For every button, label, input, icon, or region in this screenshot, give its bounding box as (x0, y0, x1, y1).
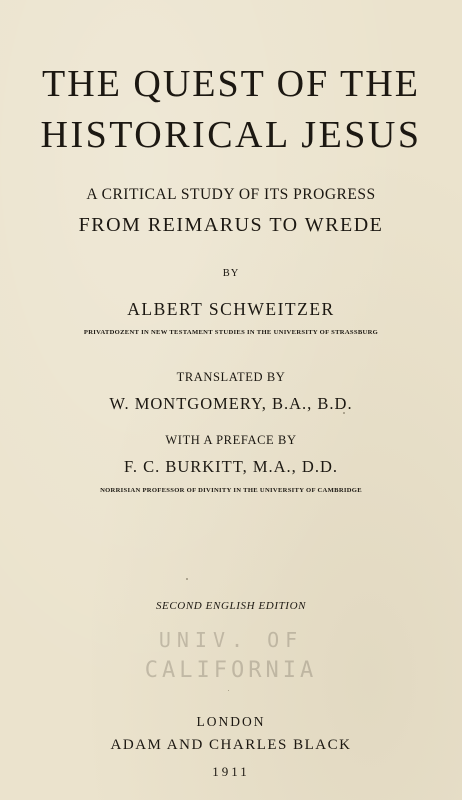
preface-author-role: NORRISIAN PROFESSOR OF DIVINITY IN THE UNIVERSITY OF CAMBRIDGE (100, 487, 362, 494)
library-stamp-line-2: CALIFORNIA (144, 658, 318, 683)
author-name: ALBERT SCHWEITZER (127, 299, 335, 319)
paper-speck (343, 412, 345, 414)
translator-name: W. MONTGOMERY, B.A., B.D. (109, 394, 353, 413)
subtitle-line-2: FROM REIMARUS TO WREDE (78, 214, 384, 236)
library-stamp-line-1: UNIV. OF (158, 628, 304, 652)
publisher-name: ADAM AND CHARLES BLACK (110, 737, 352, 753)
title-line-1: THE QUEST OF THE (42, 63, 420, 105)
subtitle-line-1: A CRITICAL STUDY OF ITS PROGRESS (86, 186, 376, 203)
preface-label: WITH A PREFACE BY (165, 433, 297, 447)
author-role: PRIVATDOZENT IN NEW TESTAMENT STUDIES IN THE UNIVERSITY OF STRASSBURG (83, 329, 379, 336)
translated-by-label: TRANSLATED BY (176, 370, 286, 384)
preface-author-name: F. C. BURKITT, M.A., D.D. (123, 457, 339, 476)
by-label: BY (222, 268, 240, 279)
title-line-2: HISTORICAL JESUS (40, 114, 422, 156)
publisher-city: LONDON (196, 714, 266, 729)
paper-speck (186, 578, 188, 580)
paper-speck (228, 690, 229, 691)
publication-year: 1911 (212, 764, 250, 779)
edition-label: SECOND ENGLISH EDITION (155, 600, 307, 612)
